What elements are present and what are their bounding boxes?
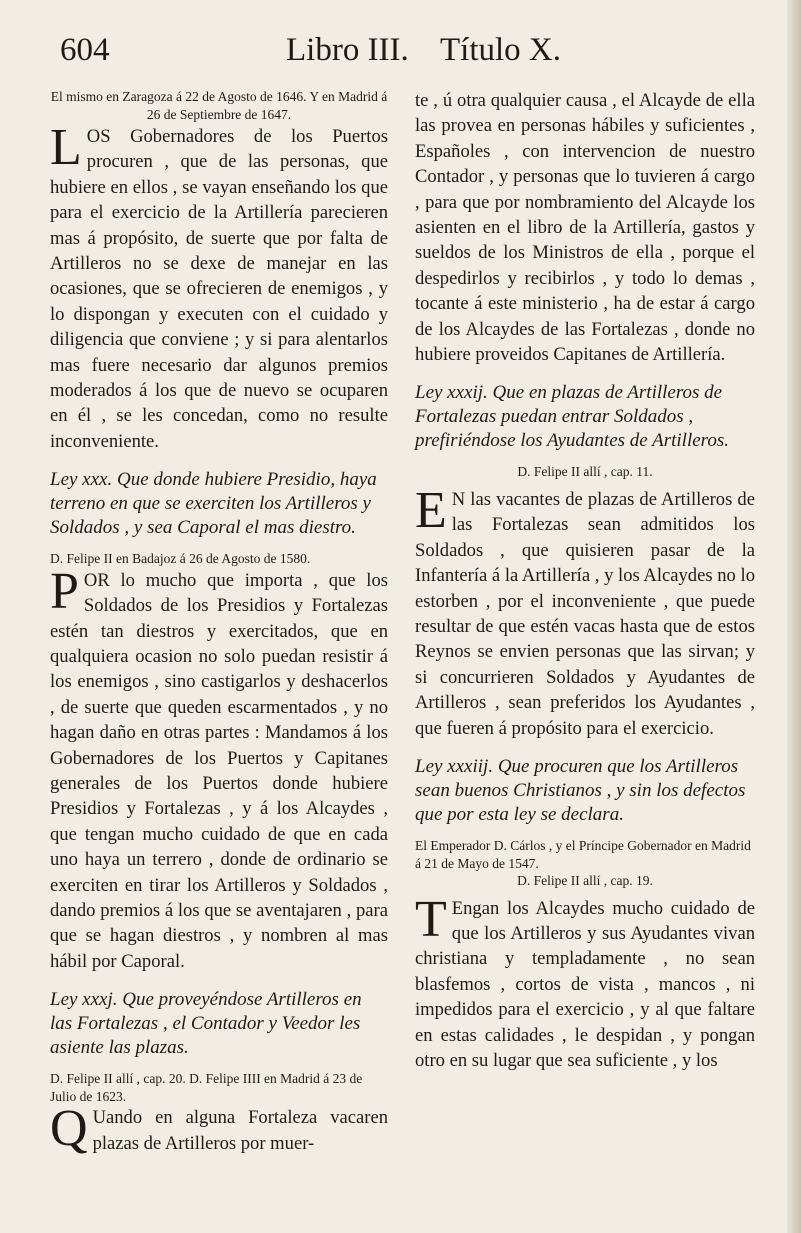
paragraph-vacantes [50, 1100, 388, 1158]
paragraph-text: OR lo mucho que importa , que los Soldados de los Presidios y Fortalezas estén tan diestros y exercitados, que en qualquiera ocasion no solo puedan resistir á los enemigos , sino castigarlos y deshacerlos , de suerte que queden escarmentados , y no hagan daño en otras partes : Mandamos á los Gobernadores de los Puertos y Capitanes generales de los Puertos donde hubiere Presidios y Fortalezas , y á los Alcaydes , que tengan mucho cuidado de que en cada uno haya un terrero , donde de ordinario se exerciten en tirar los Artilleros y Soldados , dando premios á los que se aventajaren , para que se hagan diestros , y nombren al mas hábil por Caporal. [50, 569, 388, 972]
left-column [50, 88, 388, 1156]
law-heading-xxxij: Ley xxxij. Que en plazas de Artilleros de Fortalezas puedan entrar Soldados , prefiriéndose los Ayudantes de Artilleros. [415, 382, 730, 452]
page-number: 604 [60, 32, 110, 68]
law-heading-xxx: Ley xxx. Que donde hubiere Presidio, haya terreno en que se exerciten los Artilleros y Soldados , y sea Caporal el mas diestro. [50, 469, 377, 539]
drop-cap: T [415, 890, 447, 948]
law-source: D. Felipe II allí , cap. 11. [517, 464, 653, 480]
law-heading-xxxj: Ley xxxj. Que proveyéndose Artilleros en las Fortalezas , el Contador y Veedor les asiente las plazas. [50, 989, 362, 1059]
drop-cap: P [50, 562, 79, 620]
paragraph-text: N las vacantes de plazas de Artilleros de las Fortalezas sean admitidos los Soldados , que quisieren pasar de la Infantería á la Artillería , y los Alcaydes no lo estorben , por el inconveniente , que puede resultar de que estén vacas hasta que de estos Reynos se envien personas que las sirvan; y si concurrieren Soldados y Ayudantes de Artilleros , sean preferidos los Ayudantes , que fueren á propósito para el exercicio. [415, 488, 755, 739]
title-label: Título X. [440, 32, 561, 68]
law-source: D. Felipe II allí , cap. 19. [517, 873, 653, 889]
right-column [415, 88, 755, 1073]
paragraph-gobernadores [50, 119, 388, 454]
paragraph-infanteria [415, 481, 755, 741]
paragraph-continuation: te , ú otra qualquier causa , el Alcayde de ella las provea en personas hábiles y suficientes , Españoles , con intervencion de nuestro Contador , y personas que lo tuvieren á cargo , para que por nombramiento del Alcayde los asienten en el libro de la Artillería, gastos y sueldos de los Ministros de ella , porque el despedirlos y recibirlos , y todo lo demas , tocante á este ministerio , ha de estar á cargo de los Alcaydes de las Fortalezas , donde no hubiere proveidos Capitanes de Artillería. [415, 90, 755, 366]
paragraph-text: Uando en alguna Fortaleza vacaren plazas de Artilleros por muer- [92, 1107, 388, 1154]
paragraph-presidios [50, 562, 388, 975]
book-label: Libro III. [286, 32, 409, 68]
paragraph-text: OS Gobernadores de los Puertos procuren , que de las personas, que hubiere en ellos , se vayan enseñando los que para el exercicio de la Artillería parecieren mas á propósito, de suerte que por falta de Artilleros no se dexe de manejar en las ocasiones, que se ofrecieren de enemigos , y lo dispongan y executen con el cuidado y diligencia que conviene ; y si para alentarlos mas fuere necesario dar algunos premios moderados á los que de nuevo se ocuparen en él , se les concedan, como no resulte inconveniente. [50, 126, 388, 452]
paragraph-text: Engan los Alcaydes mucho cuidado de que los Artilleros y sus Ayudantes vivan christiana y templadamente , no sean blasfemos , cortos de vista , mancos , ni impedidos para el exercicio , y al que faltare en estas calidades , le despidan , y pongan otro en su lugar que sea suficiente , y los [415, 897, 755, 1071]
drop-cap: E [415, 481, 447, 539]
law-source: D. Felipe II allí , cap. 20. D. Felipe IIII en Madrid á 23 de Julio de 1623. [50, 1071, 363, 1104]
law-source: El Emperador D. Cárlos , y el Príncipe Gobernador en Madrid á 21 de Mayo de 1547. [415, 838, 751, 871]
drop-cap: L [50, 119, 82, 176]
date-line: El mismo en Zaragoza á 22 de Agosto de 1646. Y en Madrid á 26 de Septiembre de 1647. [50, 89, 388, 122]
paragraph-christianos [415, 890, 755, 1074]
page-edge [787, 0, 801, 1233]
running-header [60, 26, 740, 74]
law-source: D. Felipe II en Badajoz á 26 de Agosto de 1580. [50, 551, 311, 567]
drop-cap: Q [50, 1100, 88, 1158]
law-heading-xxxiij: Ley xxxiij. Que procuren que los Artilleros sean buenos Christianos , y sin los defectos que por esta ley se declara. [415, 756, 746, 826]
